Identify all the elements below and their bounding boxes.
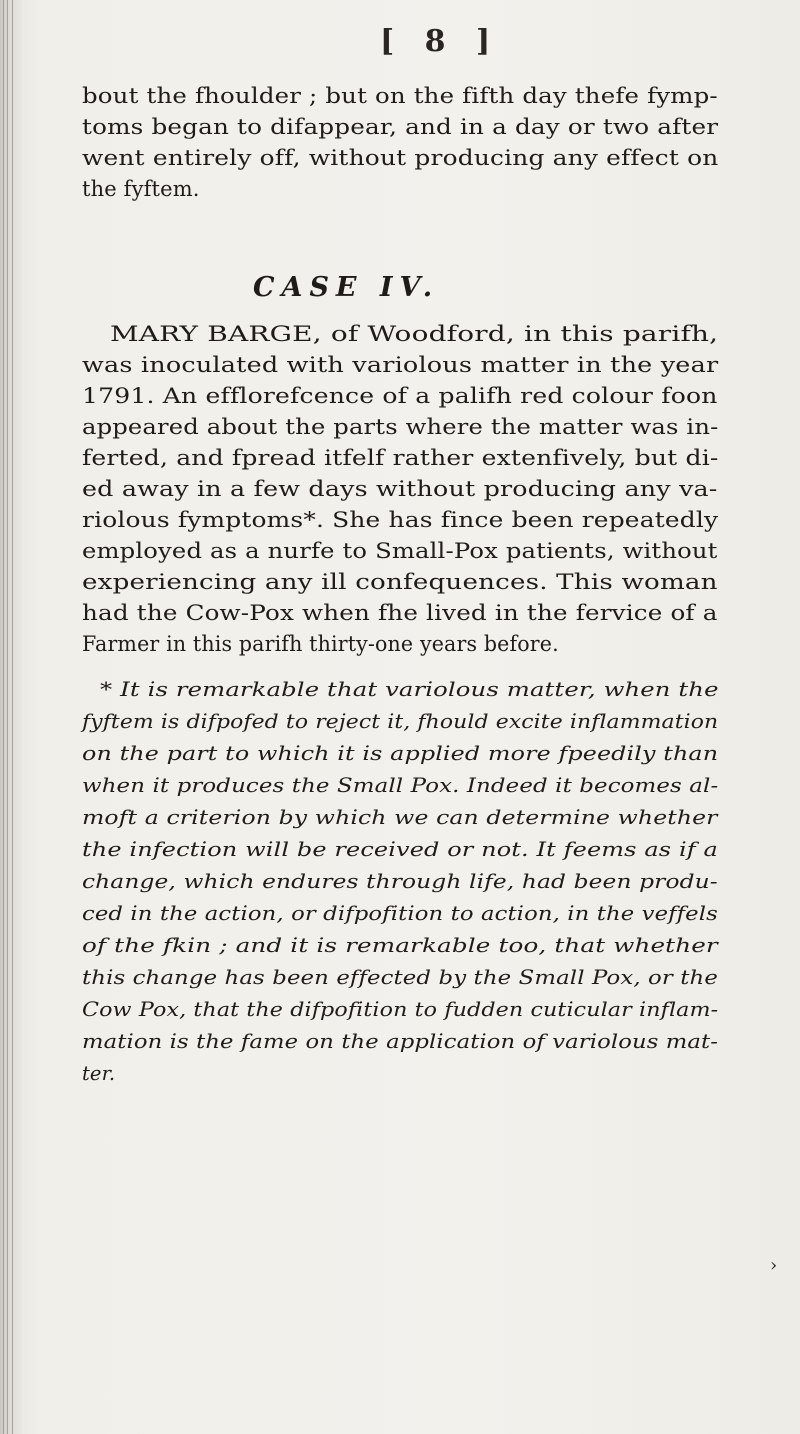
text-line: MARY BARGE, of Woodford, in this parifh, [110, 322, 719, 346]
footnote-line: moft a criterion by which we can determine whether [82, 806, 718, 829]
footnote-line: the infection will be received or not. It feems as if a [82, 838, 718, 861]
text-line: bout the fhoulder ; but on the fifth day thefe fymp- [82, 84, 718, 108]
text-line: ed away in a few days without producing any va- [82, 477, 718, 501]
footnote-line: change, which endures through life, had been produ- [82, 870, 718, 893]
stray-mark: › [770, 1255, 778, 1276]
page-number: [ 8 ] [380, 24, 501, 59]
footnote-line: * It is remarkable that variolous matter, when the [100, 678, 719, 701]
text-line: riolous fymptoms*. She has fince been repeatedly [82, 508, 719, 532]
footnote-line: ced in the action, or difpofition to action, in the veffels [82, 902, 718, 925]
footnote-line: fyftem is difpofed to reject it, fhould excite inflammation [82, 710, 719, 733]
text-line: went entirely off, without producing any effect on [82, 146, 719, 170]
footnote-line: of the fkin ; and it is remarkable too, that whether [82, 934, 718, 957]
text-line: appeared about the parts where the matter was in- [82, 415, 719, 439]
text-line: was inoculated with variolous matter in the year [82, 353, 719, 377]
text-line: ferted, and fpread itfelf rather extenfively, but di- [82, 446, 719, 470]
footnote-line: Cow Pox, that the difpofition to fudden cuticular inflam- [82, 998, 719, 1021]
page-binding-edge [0, 0, 22, 1434]
binding-line [7, 0, 8, 1434]
footnote-line: on the part to which it is applied more fpeedily than [82, 742, 719, 765]
binding-line [12, 0, 13, 1434]
footnote-line: mation is the fame on the application of variolous mat- [82, 1030, 719, 1053]
case-heading: CASE IV. [253, 272, 440, 303]
footnote-line: this change has been effected by the Small Pox, or the [82, 966, 718, 989]
text-line: had the Cow-Pox when fhe lived in the fervice of a [82, 601, 718, 625]
text-line: 1791. An efflorefcence of a palifh red colour foon [82, 384, 718, 408]
footnote-line: ter. [82, 1062, 116, 1085]
text-line: Farmer in this parifh thirty-one years before. [82, 632, 559, 656]
text-line: experiencing any ill confequences. This woman [82, 570, 718, 594]
binding-line [3, 0, 4, 1434]
footnote-line: when it produces the Small Pox. Indeed it becomes al- [82, 774, 719, 797]
text-line: toms began to difappear, and in a day or two after [82, 115, 719, 139]
text-line: employed as a nurfe to Small-Pox patients, without [82, 539, 718, 563]
text-line: the fyftem. [82, 177, 200, 201]
